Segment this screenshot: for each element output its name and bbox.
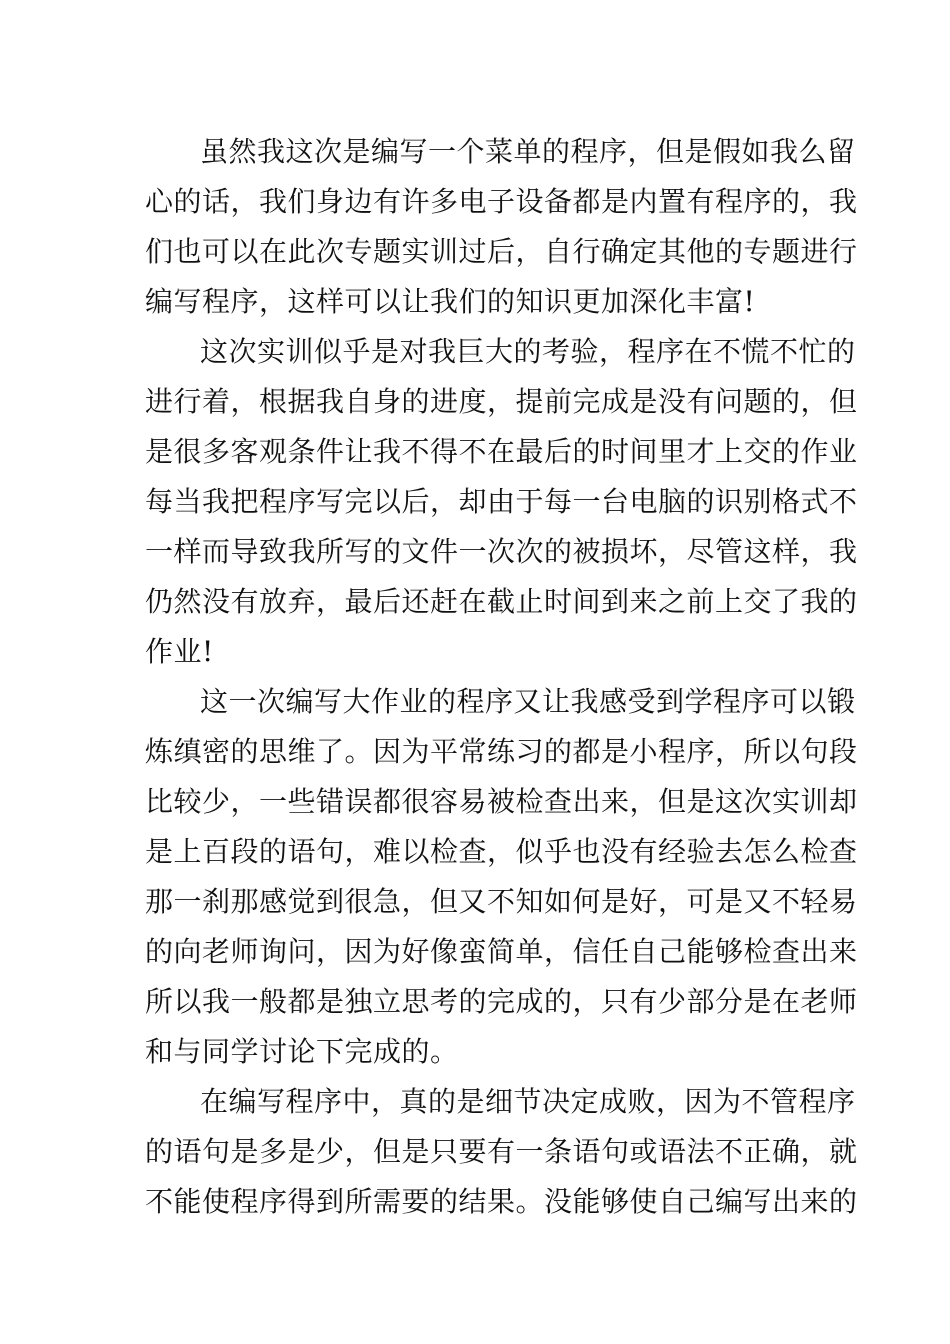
paragraph-4-line-3: 不能使程序得到所需要的结果。没能够使自己编写出来的 [145,1185,858,1218]
paragraph-2-line-2: 进行着，根据我自身的进度，提前完成是没有问题的，但 [145,385,858,418]
paragraph-1-line-1: 虽然我这次是编写一个菜单的程序，但是假如我么留 [200,135,856,168]
paragraph-3-line-4: 是上百段的语句，难以检查，似乎也没有经验去怎么检查 [145,835,858,868]
paragraph-4-line-1: 在编写程序中，真的是细节决定成败，因为不管程序 [200,1085,856,1118]
paragraph-2-line-6: 仍然没有放弃，最后还赶在截止时间到来之前上交了我的 [145,585,858,618]
paragraph-1-line-3: 们也可以在此次专题实训过后，自行确定其他的专题进行 [145,235,858,268]
paragraph-3-line-8: 和与同学讨论下完成的。 [145,1035,459,1068]
paragraph-1-line-4: 编写程序，这样可以让我们的知识更加深化丰富! [145,285,756,318]
paragraph-2-line-4: 每当我把程序写完以后，却由于每一台电脑的识别格式不 [145,485,858,518]
paragraph-1-line-2: 心的话，我们身边有许多电子设备都是内置有程序的，我 [145,185,858,218]
paragraph-2-line-3: 是很多客观条件让我不得不在最后的时间里才上交的作业 [145,435,858,468]
paragraph-3-line-3: 比较少，一些错误都很容易被检查出来，但是这次实训却 [145,785,858,818]
paragraph-2-line-5: 一样而导致我所写的文件一次次的被损坏，尽管这样，我 [145,535,858,568]
paragraph-3-line-2: 炼缜密的思维了。因为平常练习的都是小程序，所以句段 [145,735,858,768]
paragraph-3-line-7: 所以我一般都是独立思考的完成的，只有少部分是在老师 [145,985,858,1018]
paragraph-4-line-2: 的语句是多是少，但是只要有一条语句或语法不正确，就 [145,1135,858,1168]
paragraph-3-line-1: 这一次编写大作业的程序又让我感受到学程序可以锻 [200,685,856,718]
paragraph-2-line-7: 作业! [145,635,214,668]
paragraph-3-line-5: 那一刹那感觉到很急，但又不知如何是好，可是又不轻易 [145,885,858,918]
paragraph-2-line-1: 这次实训似乎是对我巨大的考验，程序在不慌不忙的 [200,335,856,368]
paragraph-3-line-6: 的向老师询问，因为好像蛮简单，信任自己能够检查出来 [145,935,858,968]
